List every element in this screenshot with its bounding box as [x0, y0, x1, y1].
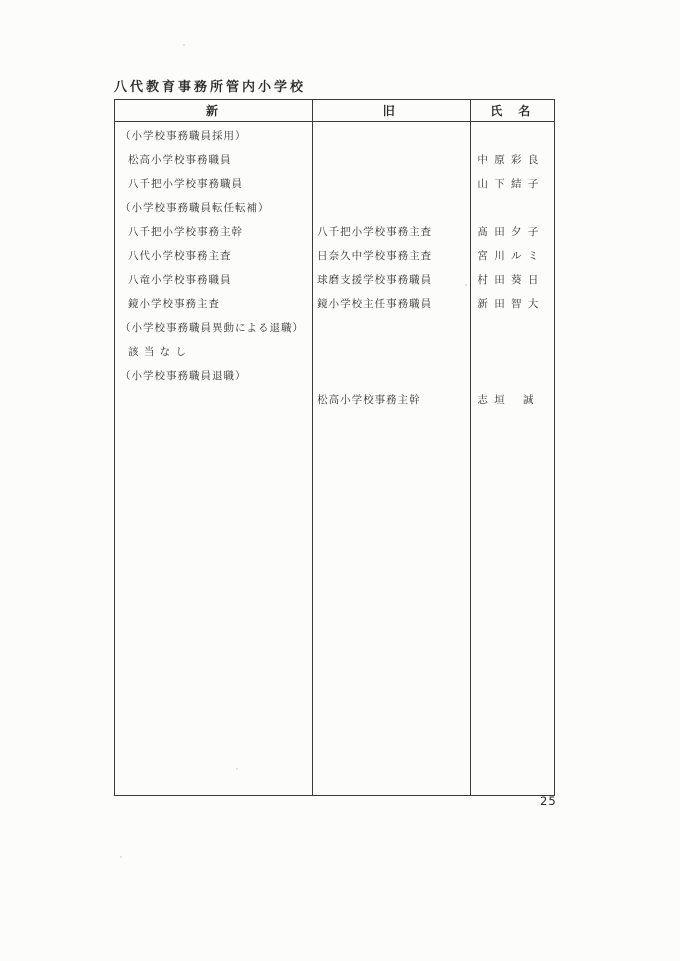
table-cell-new: 鏡小学校事務主査: [128, 297, 220, 310]
column-header-new: 新: [206, 104, 221, 118]
column-header-old: 旧: [382, 104, 397, 118]
table-cell-name: 村 田 葵 日: [477, 273, 540, 286]
table-cell-name: 志 垣 誠: [477, 393, 536, 406]
table-cell-old: 鏡小学校主任事務職員: [317, 297, 433, 310]
table-row: [115, 243, 554, 267]
table-header-row: [115, 100, 554, 122]
personnel-table: [114, 99, 555, 796]
table-row: [115, 339, 554, 363]
table-cell-new: （小学校事務職員採用）: [120, 129, 247, 142]
table-cell-new: 八竜小学校事務職員: [128, 273, 232, 286]
table-row: [115, 387, 554, 411]
page-number: 25: [540, 794, 557, 808]
table-cell-name: 髙 田 夕 子: [477, 225, 540, 238]
scan-speckle: [465, 284, 467, 286]
table-row: [115, 147, 554, 171]
column-header-name: 氏 名: [490, 104, 533, 118]
table-row: [115, 291, 554, 315]
table-cell-new: （小学校事務職員転任転補）: [120, 201, 270, 214]
table-cell-name: 宮 川 ル ミ: [477, 249, 540, 262]
table-row: [115, 171, 554, 195]
table-body: [115, 122, 554, 411]
table-cell-old: 松高小学校事務主幹: [317, 393, 421, 406]
scan-speckle: [236, 768, 238, 770]
table-cell-old: 球磨支援学校事務職員: [317, 273, 433, 286]
table-row: [115, 315, 554, 339]
table-cell-name: 山 下 結 子: [477, 177, 540, 190]
table-cell-new: 八千把小学校事務主幹: [128, 225, 243, 238]
table-row: [115, 123, 554, 147]
table-cell-new: （小学校事務職員退職）: [120, 369, 247, 382]
table-cell-old: 八千把小学校事務主査: [317, 225, 433, 238]
table-cell-new: 八千把小学校事務職員: [128, 177, 243, 190]
table-row: [115, 267, 554, 291]
table-cell-new: 八代小学校事務主査: [128, 249, 232, 262]
table-cell-name: 新 田 智 大: [477, 297, 540, 310]
page-title: 八代教育事務所管内小学校: [114, 80, 307, 95]
table-cell-new: （小学校事務職員異動による退職）: [120, 321, 304, 334]
table-row: [115, 195, 554, 219]
table-cell-name: 中 原 彩 良: [477, 153, 540, 166]
table-cell-new: 該 当 な し: [128, 345, 188, 358]
scan-speckle: [120, 856, 122, 858]
table-cell-new: 松高小学校事務職員: [128, 153, 232, 166]
table-row: [115, 363, 554, 387]
table-cell-old: 日奈久中学校事務主査: [317, 249, 433, 262]
table-row: [115, 219, 554, 243]
scan-speckle: [183, 44, 185, 46]
